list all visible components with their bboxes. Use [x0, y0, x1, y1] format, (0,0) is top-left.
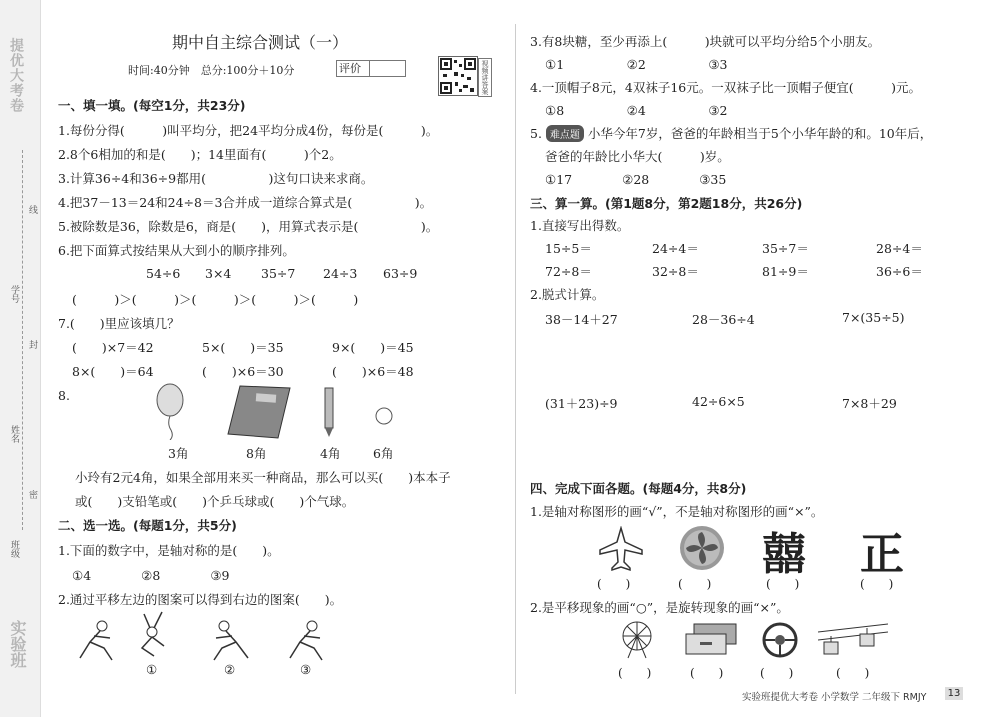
price-pencil: 4角	[320, 446, 341, 461]
s1-q5: 5.被除数是36，除数是6，商是( )，用算式表示是( )。	[58, 219, 439, 234]
s1-q4: 4.把37－13＝24和24÷8＝3合并成一道综合算式是( )。	[58, 195, 433, 210]
margin-xuehao: 学号	[9, 285, 19, 303]
s1-q2: 2.8个6相加的和是( )；14里面有( )个2。	[58, 147, 342, 162]
s1-q6-expr: 24÷3	[323, 266, 358, 281]
eval-box	[336, 60, 406, 77]
s2-q2-mark: ②	[224, 662, 236, 677]
margin-xingming: 姓名	[9, 425, 19, 443]
page-number: 13	[945, 687, 963, 700]
s3-q2: 2.脱式计算。	[530, 287, 605, 302]
answer-paren: ( )	[766, 577, 800, 591]
pencil-icon	[322, 386, 336, 438]
answer-paren: ( )	[860, 577, 894, 591]
s3-calc: 7×(35÷5)	[842, 310, 905, 325]
s1-heading: 一、填一填。(每空1分，共23分)	[58, 98, 246, 113]
s2-q2: 2.通过平移左边的图案可以得到右边的图案( )。	[58, 592, 343, 607]
s4-q2: 2.是平移现象的画“○”，是旋转现象的画“×”。	[530, 600, 789, 615]
margin-xian: 线	[27, 205, 37, 214]
s3-direct: 32÷8＝	[652, 264, 699, 279]
s1-q6-expr: 35÷7	[261, 266, 296, 281]
s3-calc: 7×8＋29	[842, 396, 897, 411]
cable-car-icon	[818, 622, 888, 658]
answer-paren: ( )	[690, 666, 724, 680]
s2-q5-options: ①17 ②28 ③35	[545, 172, 727, 187]
airplane-icon	[598, 526, 644, 572]
s1-q8-text2: 或( )支铅笔或( )个乒乓球或( )个气球。	[75, 494, 355, 509]
brand-label: 提优大考卷	[8, 38, 24, 113]
s2-q1: 1.下面的数字中，是轴对称的是( )。	[58, 543, 280, 558]
answer-paren: ( )	[836, 666, 870, 680]
s4-heading: 四、完成下面各题。(每题4分，共8分)	[530, 481, 747, 496]
drawer-icon	[684, 620, 738, 660]
qr-caption: 视频讲答案	[478, 58, 492, 97]
answer-paren: ( )	[597, 577, 631, 591]
answer-paren: ( )	[678, 577, 712, 591]
seal-line	[22, 150, 23, 530]
s2-q2-mark: ③	[300, 662, 312, 677]
s3-direct: 36÷6＝	[876, 264, 923, 279]
s3-direct: 24÷4＝	[652, 241, 699, 256]
exam-meta: 时间:40分钟 总分:100分＋10分	[128, 64, 295, 77]
eval-label: 评价	[337, 61, 370, 76]
s3-direct: 15÷5＝	[545, 241, 592, 256]
s2-q5-num: 5.	[530, 126, 542, 141]
answer-paren: ( )	[760, 666, 794, 680]
answer-paren: ( )	[618, 666, 652, 680]
s3-q1: 1.直接写出得数。	[530, 218, 630, 233]
s2-q5-line	[530, 124, 932, 142]
char-xi: 囍	[762, 529, 806, 580]
notebook-icon	[226, 384, 292, 440]
qr-code-icon	[438, 56, 478, 96]
s1-q6: 6.把下面算式按结果从大到小的顺序排列。	[58, 243, 295, 258]
steering-wheel-icon	[758, 618, 802, 662]
s3-direct: 72÷8＝	[545, 264, 592, 279]
s1-q8-text1: 小玲有2元4角，如果全部用来买一种商品，那么可以买( )本本子	[75, 470, 451, 485]
s3-direct: 81÷9＝	[762, 264, 809, 279]
ferris-wheel-icon	[616, 618, 658, 660]
s3-heading: 三、算一算。(第1题8分，第2题18分，共26分)	[530, 196, 803, 211]
s1-q7-item: ( )×6＝30	[202, 364, 284, 379]
s1-q8-num: 8.	[58, 388, 70, 403]
s3-calc: (31＋23)÷9	[545, 396, 618, 411]
difficult-badge: 难点题	[546, 125, 584, 142]
pinwheel-icon	[678, 524, 726, 572]
s1-q6-expr: 54÷6	[146, 266, 181, 281]
ping-pong-ball-icon	[374, 406, 394, 426]
s2-q4-options: ①8 ②4 ③2	[545, 103, 728, 118]
s1-q7-item: 5×( )＝35	[202, 340, 284, 355]
price-ball: 6角	[373, 446, 394, 461]
s2-q3: 3.有8块糖，至少再添上( )块就可以平均分给5个小朋友。	[530, 34, 881, 49]
page-title: 期中自主综合测试（一）	[172, 33, 349, 52]
margin-feng: 封	[27, 340, 37, 349]
skater-figure-icon	[282, 616, 330, 662]
s1-q6-expr: 3×4	[205, 266, 232, 281]
s2-q5-text2: 爸爸的年龄比小华大( )岁。	[545, 149, 730, 164]
page-divider	[515, 24, 516, 694]
s3-calc: 28－36÷4	[692, 312, 755, 327]
s4-q1: 1.是轴对称图形的画“√”，不是轴对称图形的画“×”。	[530, 504, 824, 519]
s1-q1: 1.每份分得( )叫平均分，把24平均分成4份，每份是( )。	[58, 123, 439, 138]
char-zheng: 正	[860, 529, 904, 580]
s1-q7-item: 9×( )＝45	[332, 340, 414, 355]
s2-q3-options: ①1 ②2 ③3	[545, 57, 728, 72]
skater-figure-icon	[130, 608, 174, 660]
s2-q4: 4.一顶帽子8元，4双袜子16元。一双袜子比一顶帽子便宜( )元。	[530, 80, 921, 95]
s2-q2-mark: ①	[146, 662, 158, 677]
s1-q7-item: ( )×6＝48	[332, 364, 414, 379]
margin-banji: 班级	[9, 540, 19, 558]
s1-q7-item: ( )×7＝42	[72, 340, 154, 355]
s3-direct: 28÷4＝	[876, 241, 923, 256]
s3-calc: 42÷6×5	[692, 394, 745, 409]
s3-calc: 38－14＋27	[545, 312, 618, 327]
s1-q7: 7.( )里应该填几？	[58, 316, 180, 331]
footer-text: 实验班提优大考卷 小学数学 二年级下 RMJY	[742, 692, 927, 703]
s1-q7-item: 8×( )＝64	[72, 364, 154, 379]
s1-q6-expr: 63÷9	[383, 266, 418, 281]
skater-figure-icon	[208, 616, 256, 662]
skater-figure-icon	[72, 616, 120, 662]
s1-q6-order: ( )＞( )＞( )＞( )＞( )	[72, 292, 359, 307]
price-balloon: 3角	[168, 446, 189, 461]
s2-heading: 二、选一选。(每题1分，共5分)	[58, 518, 237, 533]
price-notebook: 8角	[246, 446, 267, 461]
s1-q3: 3.计算36÷4和36÷9都用( )这句口诀来求商。	[58, 171, 374, 186]
s2-q5-text: 小华今年7岁，爸爸的年龄相当于5个小华年龄的和。10年后，	[587, 126, 933, 141]
brand2-label: 实验班	[8, 620, 27, 668]
s3-direct: 35÷7＝	[762, 241, 809, 256]
s2-q1-options: ①4 ②8 ③9	[72, 568, 230, 583]
margin-mi: 密	[27, 490, 37, 499]
balloon-icon	[152, 382, 188, 440]
